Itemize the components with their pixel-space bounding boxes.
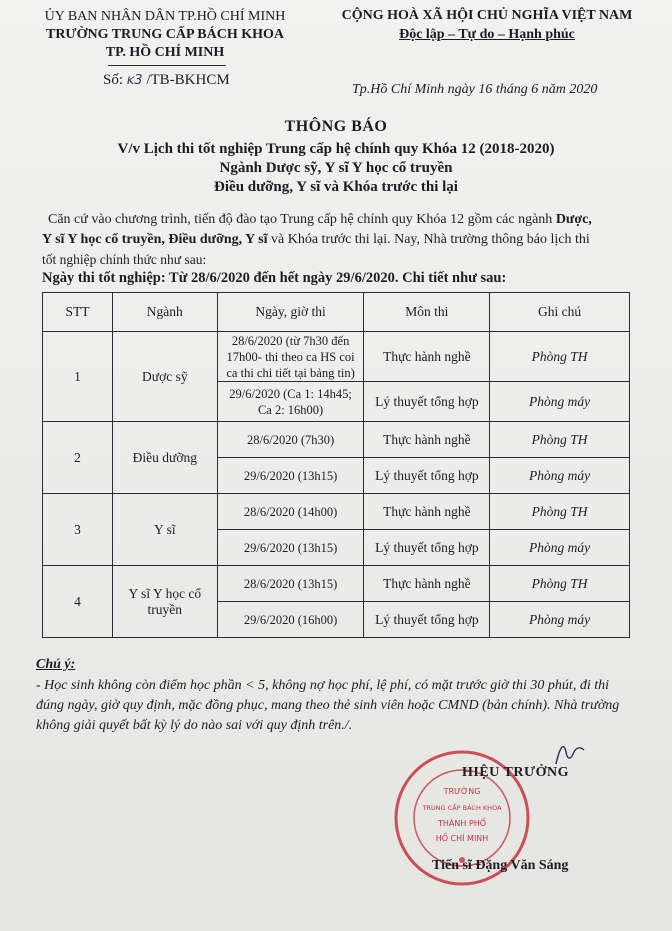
cell-major-line: truyền bbox=[147, 601, 183, 617]
cell-note: Phòng TH bbox=[490, 332, 630, 382]
header-stt: STT bbox=[43, 293, 113, 332]
signer-title: HIỆU TRƯỞNG bbox=[462, 765, 570, 780]
note-heading: Chú ý: bbox=[36, 657, 76, 672]
cell-time-line: 29/6/2020 (13h15) bbox=[243, 468, 338, 483]
cell-subject: Thực hành nghề bbox=[364, 332, 490, 382]
header-major: Ngành bbox=[112, 293, 217, 332]
cell-time bbox=[217, 530, 364, 566]
cell-stt: 1 bbox=[43, 332, 113, 422]
notice-subtitle-3: Điều dưỡng, Y sĩ và Khóa trước thi lại bbox=[214, 179, 458, 195]
national-header bbox=[302, 6, 672, 44]
stamp-line-3: THÀNH PHỐ bbox=[437, 819, 487, 828]
signer-name: Tiến sĩ Đặng Văn Sáng bbox=[432, 858, 569, 873]
cell-subject: Lý thuyết tổng hợp bbox=[364, 458, 490, 494]
paragraph-line-2 bbox=[42, 230, 590, 250]
doc-number-handwritten: ᴋ3 bbox=[126, 73, 143, 88]
header-time: Ngày, giờ thi bbox=[217, 293, 364, 332]
doc-number-prefix: Số: bbox=[103, 72, 124, 88]
handwritten-signature-icon bbox=[552, 738, 588, 772]
table-row bbox=[43, 566, 630, 602]
cell-time bbox=[217, 422, 364, 458]
cell-subject: Lý thuyết tổng hợp bbox=[364, 382, 490, 422]
notice-subtitle-1: V/v Lịch thi tốt nghiệp Trung cấp hệ chính quy Khóa 12 (2018-2020) bbox=[117, 141, 555, 157]
stamp-line-2: TRUNG CẤP BÁCH KHOA bbox=[422, 804, 502, 812]
cell-major bbox=[112, 566, 217, 638]
cell-time-line: 29/6/2020 (13h15) bbox=[243, 540, 338, 555]
document-number bbox=[103, 72, 230, 89]
cell-subject: Thực hành nghề bbox=[364, 422, 490, 458]
national-motto: Độc lập – Tự do – Hạnh phúc bbox=[399, 27, 575, 42]
cell-time-line: 29/6/2020 (Ca 1: 14h45; bbox=[229, 386, 352, 401]
paragraph-bold: Y sĩ Y học cổ truyền, Điều dưỡng, Y sĩ bbox=[42, 232, 268, 247]
place-date: Tp.Hồ Chí Minh ngày 16 tháng 6 năm 2020 bbox=[352, 82, 598, 97]
cell-time-line: 29/6/2020 (16h00) bbox=[243, 612, 338, 627]
cell-subject: Lý thuyết tổng hợp bbox=[364, 602, 490, 638]
cell-note: Phòng máy bbox=[490, 382, 630, 422]
note-body bbox=[36, 676, 619, 736]
cell-major: Dược sỹ bbox=[112, 332, 217, 422]
cell-time bbox=[217, 382, 364, 422]
cell-major: Y sĩ bbox=[112, 494, 217, 566]
cell-subject: Thực hành nghề bbox=[364, 566, 490, 602]
table-row bbox=[43, 332, 630, 382]
cell-time-line: ca thi chi tiết tại bảng tin) bbox=[226, 365, 355, 380]
table-row bbox=[43, 494, 630, 530]
cell-stt: 3 bbox=[43, 494, 113, 566]
paragraph-line-3: tốt nghiệp chính thức như sau: bbox=[42, 252, 207, 267]
cell-time bbox=[217, 332, 364, 382]
cell-subject: Thực hành nghề bbox=[364, 494, 490, 530]
exam-schedule-table bbox=[42, 292, 630, 638]
cell-major-line: Y sĩ Y học cổ bbox=[128, 585, 202, 601]
note-line-3: không giải quyết bất kỳ lý do nào sai với quy định trên./. bbox=[36, 718, 353, 733]
cell-subject: Lý thuyết tổng hợp bbox=[364, 530, 490, 566]
cell-time bbox=[217, 458, 364, 494]
cell-time-line: 28/6/2020 (13h15) bbox=[243, 576, 338, 591]
national-title: CỘNG HOÀ XÃ HỘI CHỦ NGHĨA VIỆT NAM bbox=[341, 8, 633, 23]
cell-time-line: 28/6/2020 (từ 7h30 đến bbox=[231, 333, 350, 348]
cell-note: Phòng máy bbox=[490, 530, 630, 566]
note-line-2: đúng ngày, giờ quy định, mặc đồng phục, mang theo thẻ sinh viên hoặc CMND (bản chính). Nhà trường bbox=[36, 698, 620, 713]
exam-dates: Ngày thi tốt nghiệp: Từ 28/6/2020 đến hết ngày 29/6/2020. Chi tiết như sau: bbox=[42, 270, 507, 286]
header-underline bbox=[108, 65, 226, 66]
paragraph-text: và Khóa trước thi lại. Nay, Nhà trường thông báo lịch thi bbox=[267, 232, 590, 247]
table-row bbox=[43, 422, 630, 458]
notice-subtitle-2: Ngành Dược sỹ, Y sĩ Y học cổ truyền bbox=[219, 160, 453, 176]
cell-major: Điều dưỡng bbox=[112, 422, 217, 494]
notice-title: THÔNG BÁO bbox=[284, 118, 388, 135]
issuer-line-3: TP. HỒ CHÍ MINH bbox=[105, 45, 225, 60]
cell-note: Phòng máy bbox=[490, 458, 630, 494]
table-header-row bbox=[43, 293, 630, 332]
doc-number-suffix: /TB-BKHCM bbox=[146, 72, 230, 88]
cell-time bbox=[217, 602, 364, 638]
header-subject: Môn thi bbox=[364, 293, 490, 332]
header-note: Ghi chú bbox=[490, 293, 630, 332]
paragraph-line-1 bbox=[48, 210, 592, 230]
cell-time-line: 17h00- thi theo ca HS coi bbox=[226, 349, 355, 364]
paragraph-text: Căn cứ vào chương trình, tiến độ đào tạo Trung cấp hệ chính quy Khóa 12 gồm các ngành bbox=[48, 212, 556, 227]
cell-time-line: Ca 2: 16h00) bbox=[257, 402, 324, 417]
note-line-1: - Học sinh không còn điểm học phần < 5, không nợ học phí, lệ phí, có mặt trước giờ thi 30 phút, đi thi bbox=[36, 678, 609, 693]
cell-note: Phòng TH bbox=[490, 422, 630, 458]
stamp-line-1: TRƯỜNG bbox=[443, 787, 481, 796]
cell-time-line: 28/6/2020 (7h30) bbox=[247, 432, 335, 447]
cell-time-line: 28/6/2020 (14h00) bbox=[243, 504, 338, 519]
cell-time bbox=[217, 494, 364, 530]
cell-note: Phòng TH bbox=[490, 494, 630, 530]
cell-time bbox=[217, 566, 364, 602]
cell-stt: 4 bbox=[43, 566, 113, 638]
cell-stt: 2 bbox=[43, 422, 113, 494]
stamp-line-4: HỒ CHÍ MINH bbox=[435, 834, 489, 843]
issuer-header bbox=[0, 8, 330, 62]
cell-note: Phòng TH bbox=[490, 566, 630, 602]
paragraph-bold: Dược, bbox=[555, 212, 592, 227]
issuer-line-1: ỦY BAN NHÂN DÂN TP.HỒ CHÍ MINH bbox=[44, 9, 286, 24]
cell-note: Phòng máy bbox=[490, 602, 630, 638]
issuer-line-2: TRƯỜNG TRUNG CẤP BÁCH KHOA bbox=[45, 27, 284, 42]
